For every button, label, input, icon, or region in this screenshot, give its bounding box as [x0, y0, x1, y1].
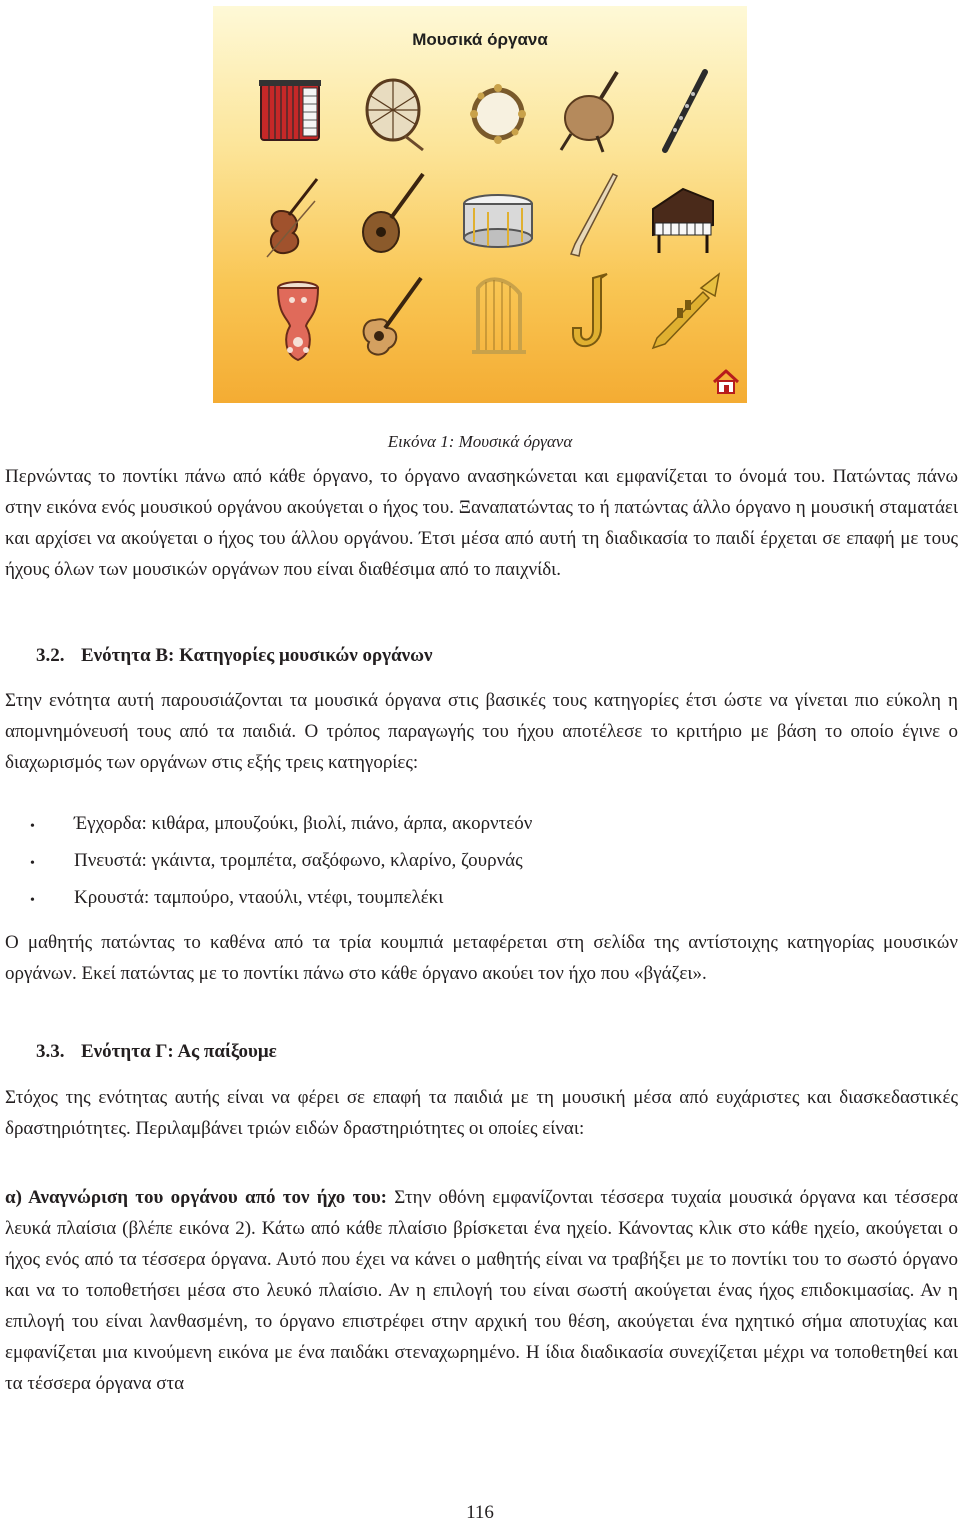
list-item: • Πνευστά: γκάιντα, τρομπέτα, σαξόφωνο, κλαρίνο, ζουρνάς — [30, 850, 532, 887]
paragraph-categories: Στην ενότητα αυτή παρουσιάζονται τα μουσικά όργανα στις βασικές τους κατηγορίες έτσι ώστε να γίνεται πιο εύκολη η απομνημόνευσή τους από τα παιδιά. Ο τρόπος παραγωγής του ήχου αποτέλεσε το κριτήριο με βάση το οποίο έγινε ο διαχωρισμός των οργάνων στις εξής τρεις κατηγορίες: — [5, 690, 958, 773]
accordion-icon[interactable] — [251, 66, 331, 156]
darbuka-icon[interactable] — [258, 276, 338, 366]
bullet-icon: • — [30, 856, 35, 871]
home-icon[interactable] — [711, 368, 741, 396]
drum-icon[interactable] — [353, 66, 433, 156]
saxophone-icon[interactable] — [551, 268, 631, 358]
paragraph-intro: Περνώντας το ποντίκι πάνω από κάθε όργανο, το όργανο ανασηκώνεται και εμφανίζεται το όνομά του. Πατώντας πάνω στην εικόνα ενός μουσικού οργάνου ακούγεται ο ήχος του. Ξαναπατώντας το ή πατώντας άλλο όργανο η μουσική σταματάει και αρχίσει να ακούγεται ο ήχος του άλλου οργάνου. Έτσι μέσα από αυτή τη διαδικασία το παιδί έρχεται σε επαφή με τους ήχους όλων των μουσικών οργάνων που είναι διαθέσιμα από το παιχνίδι. — [5, 466, 958, 580]
screenshot-title: Μουσικά όργανα — [412, 30, 548, 49]
page-number: 116 — [466, 1502, 494, 1523]
harp-icon[interactable] — [458, 268, 538, 358]
paragraph-activity-a: α) Αναγνώριση του οργάνου από τον ήχο του: Στην οθόνη εμφανίζονται τέσσερα τυχαία μουσικά όργανα και τέσσερα λευκά πλαίσια (βλέπε εικόνα 2). Κάτω από κάθε πλαίσιο βρίσκεται ένα ηχείο. Κάνοντας κλικ στο κάθε ηχείο, ακούγεται ο ήχος ενός από τα τέσσερα όργανα. Αυτό που έχει να κάνει ο μαθητής είναι να τραβήξει με το ποντίκι του το σωστό όργανο και να το τοποθετήσει μέσα στο λευκό πλαίσιο. Αν η επιλογή του είναι σωστή ακούγεται ένας ήχος επιδοκιμασίας. Αν η επιλογή του είναι λανθασμένη, το όργανο επιστρέφει στην αρχική του θέση, ακούγεται ένα ηχητικό σήμα αποτυχίας και εμφανίζεται μια κινούμενη εικόνα με ένα παιδάκι στεναχωρημένο. Η ίδια διαδικασία συνεχίζεται μέχρι να τοποθετηθεί και τα τέσσερα όργανα στα — [5, 1187, 958, 1394]
list-item: • Κρουστά: ταμπούρο, νταούλι, ντέφι, τουμπελέκι — [30, 887, 532, 924]
section-heading-3-2 — [36, 645, 432, 667]
figure-caption: Εικόνα 1: Μουσικά όργανα — [387, 432, 573, 451]
section-number: 3.3. — [36, 1041, 65, 1062]
paragraph-navigation: Ο μαθητής πατώντας το καθένα από τα τρία κουμπιά μεταφέρεται στη σελίδα της αντίστοιχης κατηγορίας μουσικών οργάνων. Εκεί πατώντας με το ποντίκι πάνω στο κάθε όργανο ακούει τον ήχο που «βγάζει». — [5, 932, 958, 984]
trumpet-icon[interactable] — [643, 268, 723, 358]
bullet-icon: • — [30, 819, 35, 834]
oboe-icon[interactable] — [643, 66, 723, 156]
category-list — [30, 813, 532, 924]
paragraph-goal: Στόχος της ενότητας αυτής είναι να φέρει σε επαφή τα παιδιά με τη μουσική μέσα από ευχάριστες και διασκεδαστικές δραστηριότητες. Περιλαμβάνει τριών ειδών δραστηριότητες οι οποίες είναι: — [5, 1087, 958, 1139]
piano-icon[interactable] — [643, 174, 723, 264]
snare-drum-icon[interactable] — [458, 178, 538, 268]
instrument-grid — [213, 6, 747, 403]
section-title: Ενότητα Γ: Ας παίξουμε — [81, 1041, 277, 1062]
bullet-icon: • — [30, 893, 35, 908]
section-number: 3.2. — [36, 645, 65, 666]
list-item: • Έγχορδα: κιθάρα, μπουζούκι, βιολί, πιάνο, άρπα, ακορντεόν — [30, 813, 532, 850]
bouzouki-icon[interactable] — [353, 168, 433, 258]
game-screenshot — [213, 6, 747, 403]
section-heading-3-3 — [36, 1041, 277, 1063]
bagpipe-icon[interactable] — [551, 64, 631, 154]
clarinet-icon[interactable] — [551, 168, 631, 258]
tambourine-icon[interactable] — [458, 66, 538, 156]
activity-a-title: α) Αναγνώριση του οργάνου από τον ήχο του: — [5, 1187, 388, 1208]
violin-icon[interactable] — [251, 171, 331, 261]
guitar-icon[interactable] — [353, 268, 433, 358]
section-title: Ενότητα Β: Κατηγορίες μουσικών οργάνων — [81, 645, 433, 666]
